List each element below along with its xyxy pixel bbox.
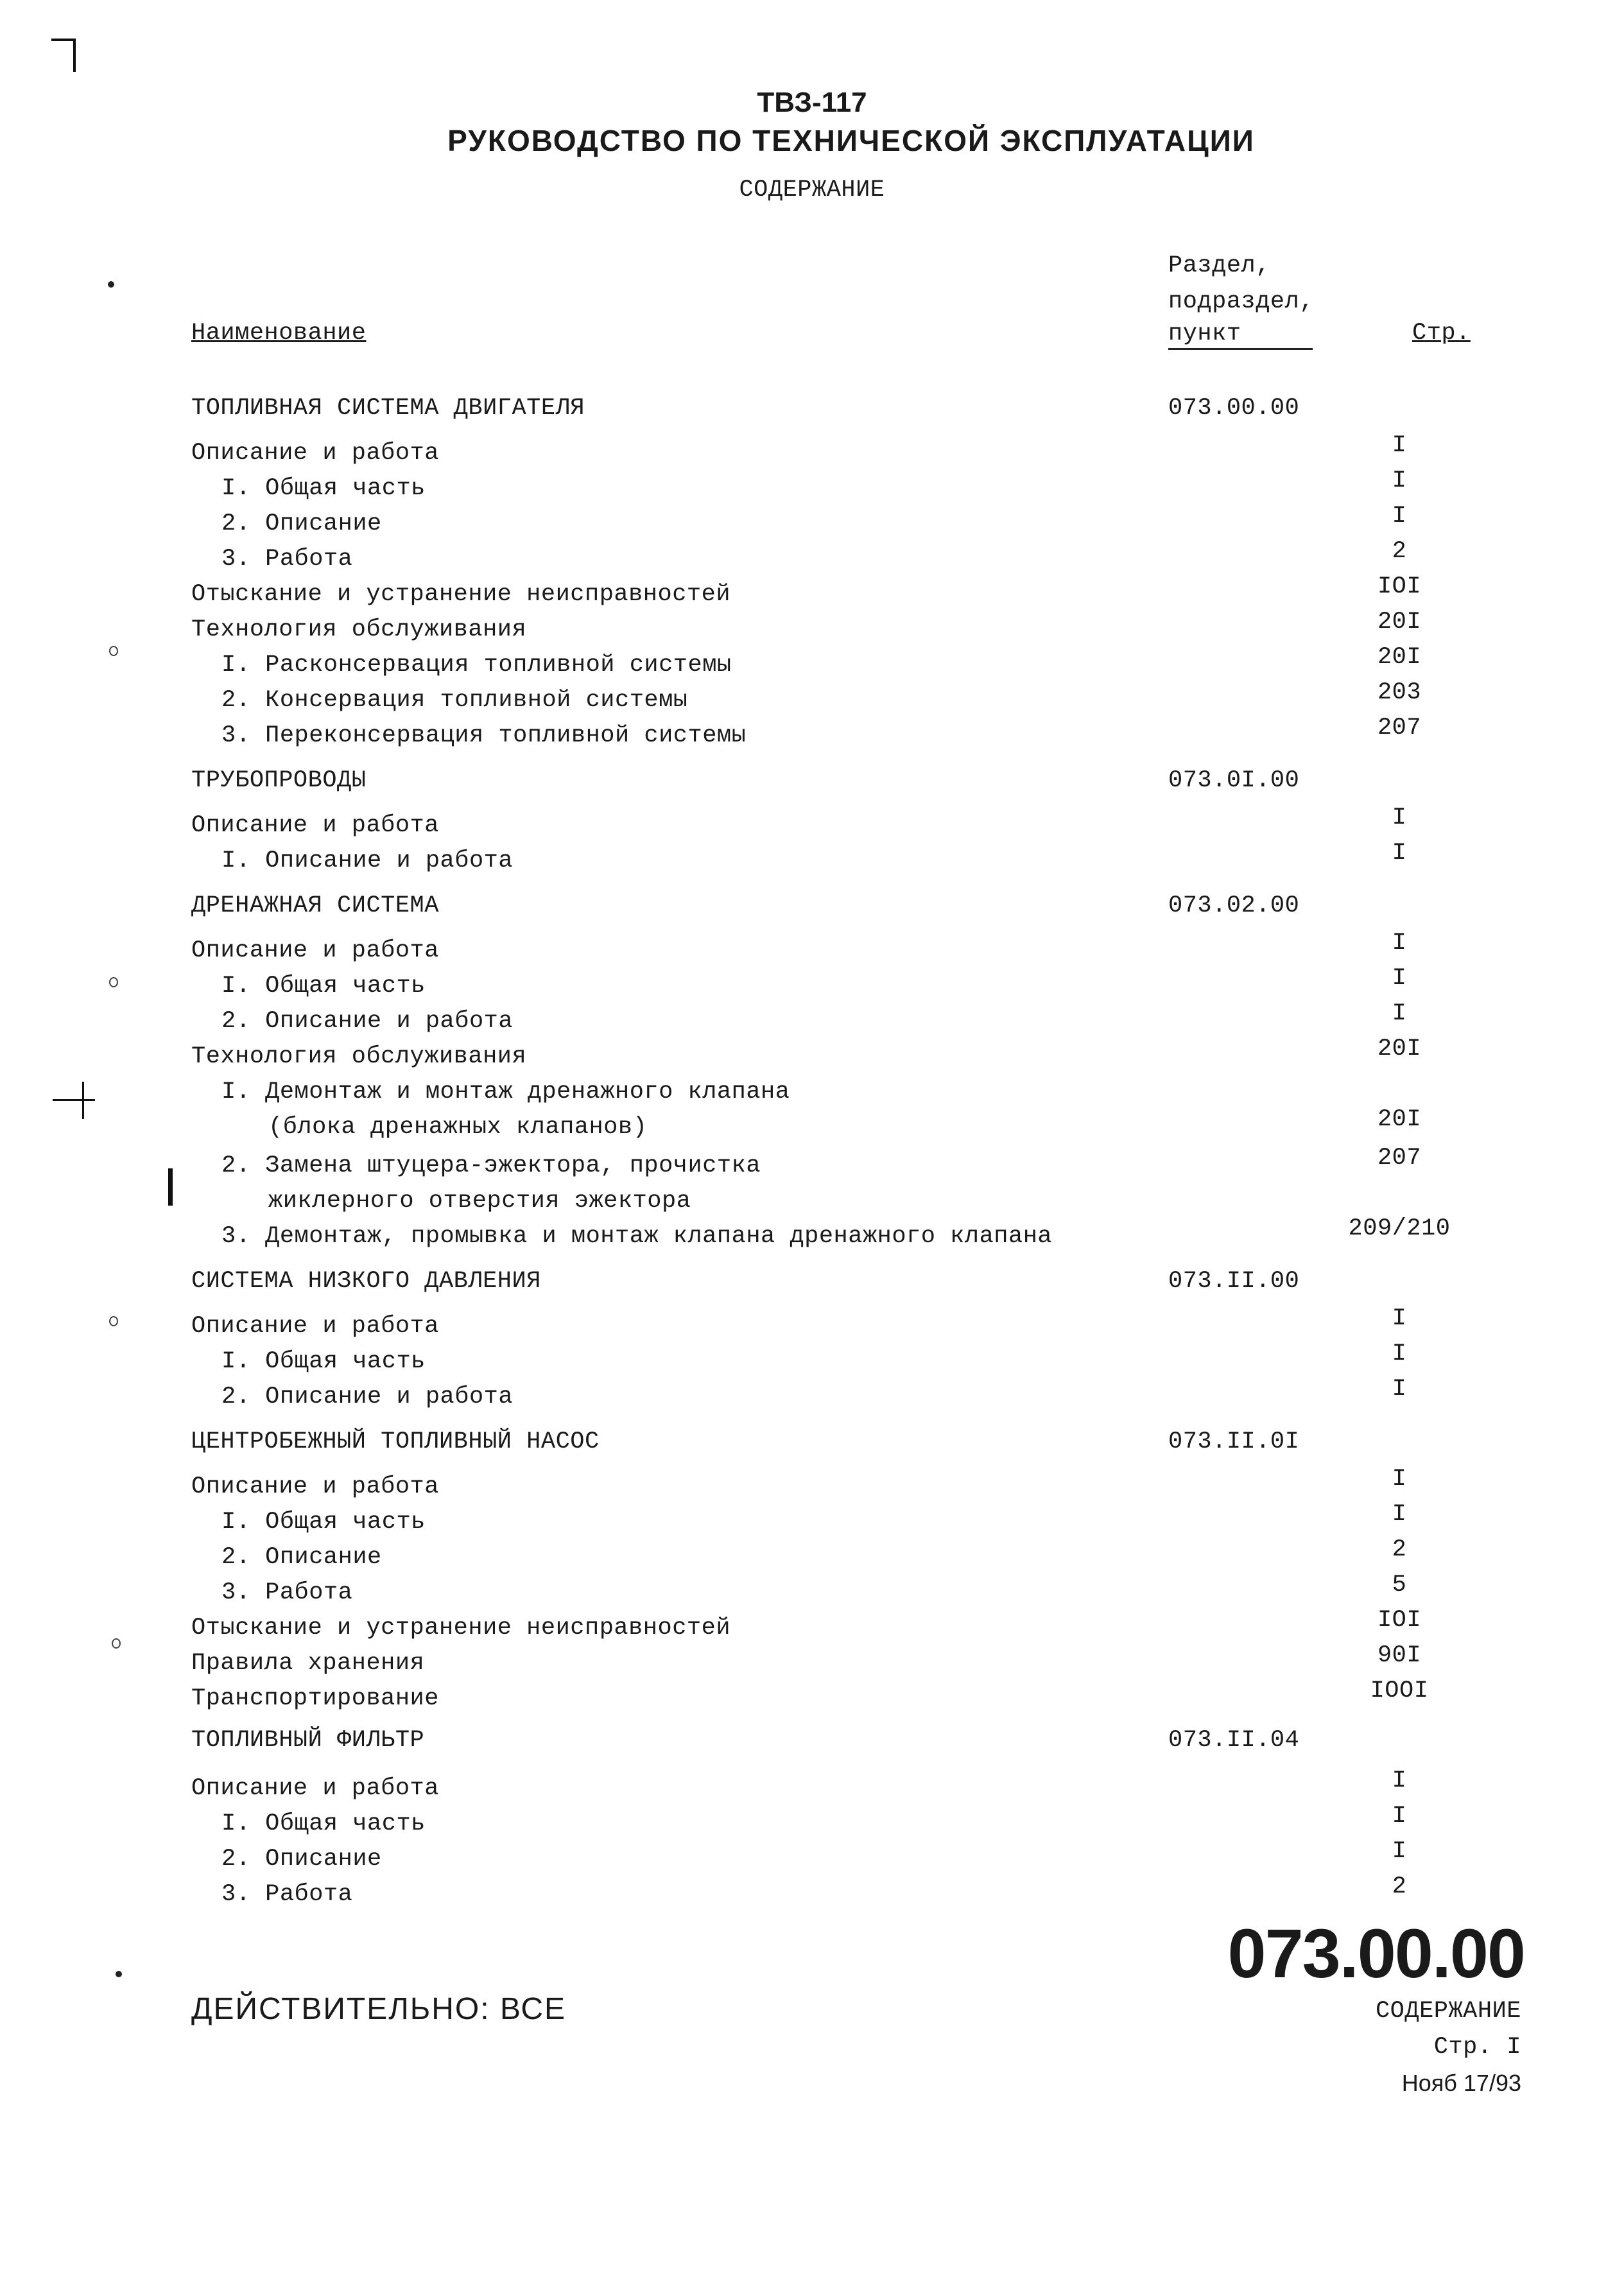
toc-row-name: Описание и работа	[191, 1473, 439, 1500]
validity-statement: ДЕЙСТВИТЕЛЬНО: ВСЕ	[191, 1992, 567, 2026]
toc-row-name: СИСТЕМА НИЗКОГО ДАВЛЕНИЯ	[191, 1268, 541, 1295]
toc-row-page: 90I	[1377, 1642, 1422, 1669]
margin-tick	[53, 1099, 95, 1101]
toc-row-section: 073.II.04	[1168, 1727, 1300, 1754]
toc-row-name: Правила хранения	[191, 1650, 425, 1677]
toc-row-name: Транспортирование	[191, 1685, 439, 1712]
toc-row-name: Описание и работа	[191, 812, 439, 839]
toc-row-name: ТРУБОПРОВОДЫ	[191, 767, 367, 794]
toc-row-name: I. Общая часть	[221, 1509, 426, 1536]
toc-row-name: Описание и работа	[191, 1313, 439, 1340]
toc-row-page: 20I	[1377, 1036, 1422, 1062]
toc-row-page: I	[1392, 1838, 1407, 1865]
contents-heading: СОДЕРЖАНИЕ	[739, 177, 885, 204]
toc-row-page: 207	[1377, 1145, 1422, 1172]
toc-row-name: Технология обслуживания	[191, 616, 527, 643]
toc-row-page: I	[1392, 1376, 1407, 1403]
punch-hole	[112, 1638, 121, 1649]
margin-bar	[168, 1168, 173, 1206]
toc-row-page: I	[1392, 432, 1407, 459]
toc-row-name: I. Демонтаж и монтаж дренажного клапана	[221, 1079, 790, 1105]
toc-row-page: 203	[1377, 679, 1422, 706]
toc-row-name: 2. Консервация топливной системы	[221, 687, 688, 714]
toc-row-page: I	[1392, 1767, 1407, 1794]
toc-row-page: I	[1392, 1501, 1407, 1528]
toc-row-page: I	[1392, 1803, 1407, 1830]
toc-row-name: I. Общая часть	[221, 973, 426, 1000]
toc-row-name: жиклерного отверстия эжектора	[268, 1188, 691, 1215]
toc-row-page: I	[1392, 467, 1407, 494]
doc-title: РУКОВОДСТВО ПО ТЕХНИЧЕСКОЙ ЭКСПЛУАТАЦИИ	[447, 124, 1255, 157]
toc-row-section: 073.II.0I	[1168, 1428, 1300, 1455]
toc-row-section: 073.II.00	[1168, 1268, 1300, 1295]
column-section-line1: Раздел,	[1168, 252, 1270, 279]
toc-row-page: 2	[1392, 538, 1407, 565]
toc-row-name: Технология обслуживания	[191, 1043, 527, 1070]
punch-hole	[116, 1971, 122, 1977]
toc-row-name: I. Общая часть	[221, 475, 426, 502]
column-section-line2: подраздел,	[1168, 288, 1315, 315]
toc-row-name: Отыскание и устранение неисправностей	[191, 581, 731, 608]
toc-row-page: 20I	[1377, 609, 1422, 636]
toc-row-page: I	[1392, 1000, 1407, 1027]
toc-row-section: 073.02.00	[1168, 892, 1300, 919]
toc-row-name: Описание и работа	[191, 440, 439, 467]
column-page-header: Стр.	[1412, 320, 1471, 347]
punch-hole	[109, 977, 118, 987]
toc-row-page: 207	[1377, 715, 1422, 741]
punch-hole	[109, 1316, 118, 1326]
toc-row-name: ТОПЛИВНЫЙ ФИЛЬТР	[191, 1727, 425, 1754]
toc-row-page: I	[1392, 1340, 1407, 1367]
toc-row-name: I. Расконсервация топливной системы	[221, 652, 732, 679]
toc-row-name: 2. Описание	[221, 510, 382, 537]
column-section-line3: пункт	[1168, 320, 1313, 350]
toc-row-page: I	[1392, 503, 1407, 530]
toc-row-page: 2	[1392, 1536, 1407, 1563]
column-name-header: Наименование	[191, 320, 367, 347]
toc-row-name: ТОПЛИВНАЯ СИСТЕМА ДВИГАТЕЛЯ	[191, 395, 585, 422]
toc-row-page: 20I	[1377, 644, 1422, 671]
toc-row-name: I. Описание и работа	[221, 847, 514, 874]
toc-row-name: I. Общая часть	[221, 1810, 426, 1837]
toc-row-section: 073.00.00	[1168, 395, 1300, 422]
footer-page: Стр. I	[1433, 2034, 1521, 2061]
toc-row-name: 2. Описание и работа	[221, 1383, 514, 1410]
toc-row-page: IOI	[1377, 1607, 1422, 1634]
toc-row-name: 3. Работа	[221, 546, 353, 573]
doc-code-heading: ТВЗ-117	[757, 87, 867, 118]
punch-hole	[108, 281, 114, 288]
toc-row-name: 2. Замена штуцера-эжектора, прочистка	[221, 1152, 761, 1179]
toc-row-page: I	[1392, 804, 1407, 831]
toc-row-name: Отыскание и устранение неисправностей	[191, 1615, 731, 1642]
toc-row-name: 2. Описание и работа	[221, 1008, 514, 1035]
toc-row-page: 20I	[1377, 1106, 1422, 1133]
toc-row-page: IOOI	[1370, 1677, 1429, 1704]
toc-row-page: IOI	[1377, 573, 1422, 600]
corner-mark	[73, 39, 76, 72]
section-code: 073.00.00	[1227, 1914, 1525, 1992]
toc-row-page: 209/210	[1348, 1215, 1451, 1242]
footer-date: Нояб 17/93	[1401, 2070, 1521, 2096]
toc-row-name: Описание и работа	[191, 937, 439, 964]
toc-row-name: 3. Работа	[221, 1881, 353, 1908]
toc-row-page: I	[1392, 840, 1407, 867]
toc-row-name: 3. Работа	[221, 1579, 353, 1606]
toc-row-page: I	[1392, 930, 1407, 957]
toc-row-name: ДРЕНАЖНАЯ СИСТЕМА	[191, 892, 439, 919]
toc-row-page: 2	[1392, 1873, 1407, 1900]
toc-row-name: 2. Описание	[221, 1846, 382, 1873]
toc-row-name: 2. Описание	[221, 1544, 382, 1571]
column-section-header	[1168, 248, 1361, 350]
toc-row-page: 5	[1392, 1572, 1407, 1599]
toc-row-page: I	[1392, 1305, 1407, 1332]
footer-label: СОДЕРЖАНИЕ	[1375, 1998, 1521, 2025]
toc-row-page: I	[1392, 965, 1407, 992]
margin-tick	[82, 1082, 84, 1119]
toc-row-name: Описание и работа	[191, 1775, 439, 1802]
toc-row-page: I	[1392, 1466, 1407, 1493]
toc-row-section: 073.0I.00	[1168, 767, 1300, 794]
toc-row-name: 3. Демонтаж, промывка и монтаж клапана дренажного клапана	[221, 1223, 1053, 1250]
corner-mark	[51, 39, 74, 41]
toc-row-name: 3. Переконсервация топливной системы	[221, 722, 747, 749]
toc-row-name: I. Общая часть	[221, 1348, 426, 1375]
punch-hole	[109, 646, 118, 656]
toc-row-name: (блока дренажных клапанов)	[268, 1114, 648, 1141]
toc-row-name: ЦЕНТРОБЕЖНЫЙ ТОПЛИВНЫЙ НАСОС	[191, 1428, 600, 1455]
